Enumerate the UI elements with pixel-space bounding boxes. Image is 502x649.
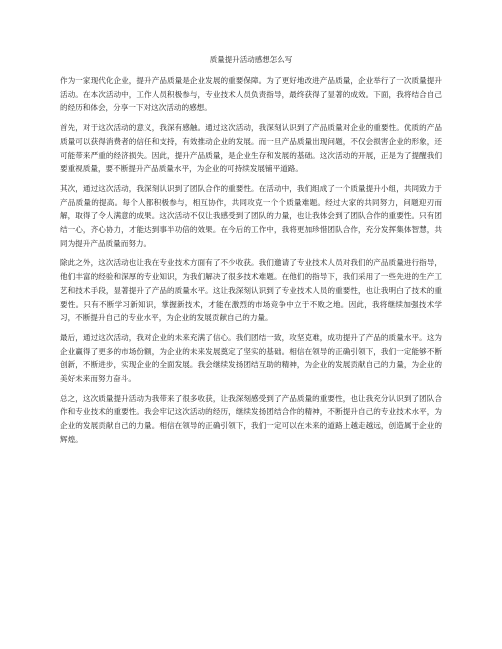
paragraph-teamwork: 其次，通过这次活动，我深刻认识到了团队合作的重要性。在活动中，我们组成了一个质量提升小组，共同致力于产品质量的提高。每个人都积极参与，相互协作，共同攻克一个个质量难题。经过大家的共同努力，问题迎刃而解，取得了令人满意的成果。这次活动不仅让我感受到了团队的力量，也让我体会到了团队合作的重要性。只有团结一心，齐心协力，才能达到事半功倍的效果。在今后的工作中，我将更加珍惜团队合作，充分发挥集体智慧，共同为提升产品质量而努力。 bbox=[60, 183, 442, 248]
paragraph-conclusion: 总之，这次质量提升活动为我带来了很多收获，让我深刻感受到了产品质量的重要性，也让我充分认识到了团队合作和专业技术的重要性。我会牢记这次活动的经历，继续发扬团结合作的精神，不断提升自己的专业技术水平，为企业的发展贡献自己的力量。相信在领导的正确引领下，我们一定可以在未来的道路上越走越远，创造属于企业的辉煌。 bbox=[60, 393, 442, 444]
paragraph-significance: 首先，对于这次活动的意义，我深有感触。通过这次活动，我深刻认识到了产品质量对企业的重要性。优质的产品质量可以获得消费者的信任和支持，有效推动企业的发展。而一旦产品质量出现问题，不仅会损害企业的形象，还可能带来严重的经济损失。因此，提升产品质量，是企业生存和发展的基础。这次活动的开展，正是为了提醒我们要重视质量，要不断提升产品质量水平，为企业的可持续发展铺平道路。 bbox=[60, 123, 442, 174]
paragraph-technical: 除此之外，这次活动也让我在专业技术方面有了不少收获。我们邀请了专业技术人员对我们的产品质量进行指导，他们丰富的经验和深厚的专业知识，为我们解决了很多技术难题。在他们的指导下，我们采用了一些先进的生产工艺和技术手段，显著提升了产品的质量水平。这让我深刻认识到了专业技术人员的重要性，也让我明白了技术的重要性。只有不断学习新知识，掌握新技术，才能在激烈的市场竞争中立于不败之地。因此，我将继续加强技术学习，不断提升自己的专业水平，为企业的发展贡献自己的力量。 bbox=[60, 258, 442, 323]
paragraph-intro: 作为一家现代化企业，提升产品质量是企业发展的重要保障。为了更好地改进产品质量，企业举行了一次质量提升活动。在本次活动中，工作人员积极参与，专业技术人员负责指导，最终获得了显著的成效。下面，我将结合自己的经历和体会，分享一下对这次活动的感想。 bbox=[60, 76, 442, 113]
document-title: 质量提升活动感想怎么写 bbox=[209, 55, 293, 64]
document-body bbox=[60, 74, 442, 453]
paragraph-confidence: 最后，通过这次活动，我对企业的未来充满了信心。我们团结一致，攻坚克难，成功提升了产品的质量水平。这为企业赢得了更多的市场份额，为企业的未来发展奠定了坚实的基础。相信在领导的正确引领下，我们一定能够不断创新，不断进步，实现企业的全面发展。我会继续发扬团结互助的精神，为企业的发展贡献自己的力量，为企业的美好未来而努力奋斗。 bbox=[60, 332, 442, 384]
